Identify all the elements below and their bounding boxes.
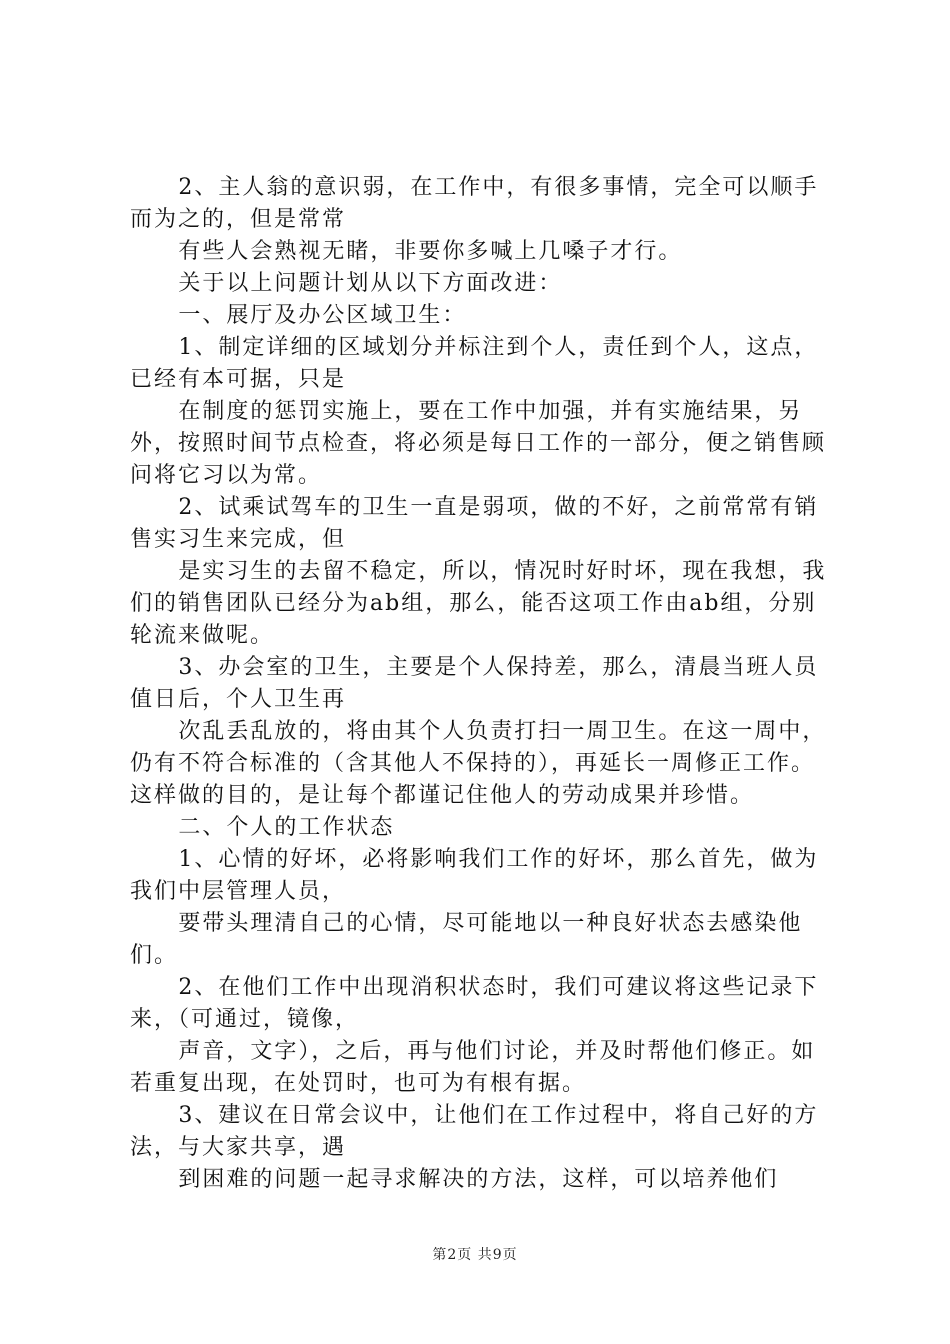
paragraph: 2、在他们工作中出现消积状态时，我们可建议将这些记录下来，（可通过，镜像， bbox=[130, 975, 819, 1032]
section-heading: 一、展厅及办公区域卫生： bbox=[178, 303, 467, 328]
section-heading: 二、个人的工作状态 bbox=[178, 815, 395, 840]
paragraph: 到困难的问题一起寻求解决的方法，这样，可以培养他们 bbox=[178, 1167, 779, 1192]
paragraph: 2、主人翁的意识弱，在工作中，有很多事情，完全可以顺手而为之的，但是常常 bbox=[130, 175, 819, 232]
document-body bbox=[130, 172, 830, 1196]
paragraph: 关于以上问题计划从以下方面改进： bbox=[178, 271, 563, 296]
paragraph: 1、制定详细的区域划分并标注到个人，责任到个人，这点，已经有本可据，只是 bbox=[130, 335, 819, 392]
paragraph: 2、试乘试驾车的卫生一直是弱项，做的不好，之前常常有销售实习生来完成，但 bbox=[130, 495, 819, 552]
paragraph: 声音，文字），之后，再与他们讨论，并及时帮他们修正。如若重复出现，在处罚时，也可为有根有据。 bbox=[130, 1039, 816, 1096]
paragraph: 要带头理清自己的心情，尽可能地以一种良好状态去感染他们。 bbox=[130, 911, 803, 968]
paragraph: 3、办会室的卫生，主要是个人保持差，那么，清晨当班人员值日后，个人卫生再 bbox=[130, 655, 819, 712]
page-indicator: 第2页 共9页 bbox=[432, 1247, 518, 1263]
paragraph: 在制度的惩罚实施上，要在工作中加强，并有实施结果，另外，按照时间节点检查，将必须是每日工作的一部分，便之销售顾问将它习以为常。 bbox=[130, 399, 827, 488]
page-footer bbox=[0, 1244, 950, 1264]
paragraph: 次乱丢乱放的，将由其个人负责打扫一周卫生。在这一周中，仍有不符合标准的（含其他人不保持的），再延长一周修正工作。这样做的目的，是让每个都谨记住他人的劳动成果并珍惜。 bbox=[130, 719, 827, 808]
paragraph: 是实习生的去留不稳定，所以，情况时好时坏，现在我想，我们的销售团队已经分为ab组，那么，能否这项工作由ab组，分别轮流来做呢。 bbox=[130, 559, 827, 648]
paragraph: 3、建议在日常会议中，让他们在工作过程中，将自己好的方法，与大家共享，遇 bbox=[130, 1103, 819, 1160]
paragraph: 有些人会熟视无睹，非要你多喊上几嗓子才行。 bbox=[178, 239, 683, 264]
paragraph: 1、心情的好坏，必将影响我们工作的好坏，那么首先，做为我们中层管理人员， bbox=[130, 847, 819, 904]
